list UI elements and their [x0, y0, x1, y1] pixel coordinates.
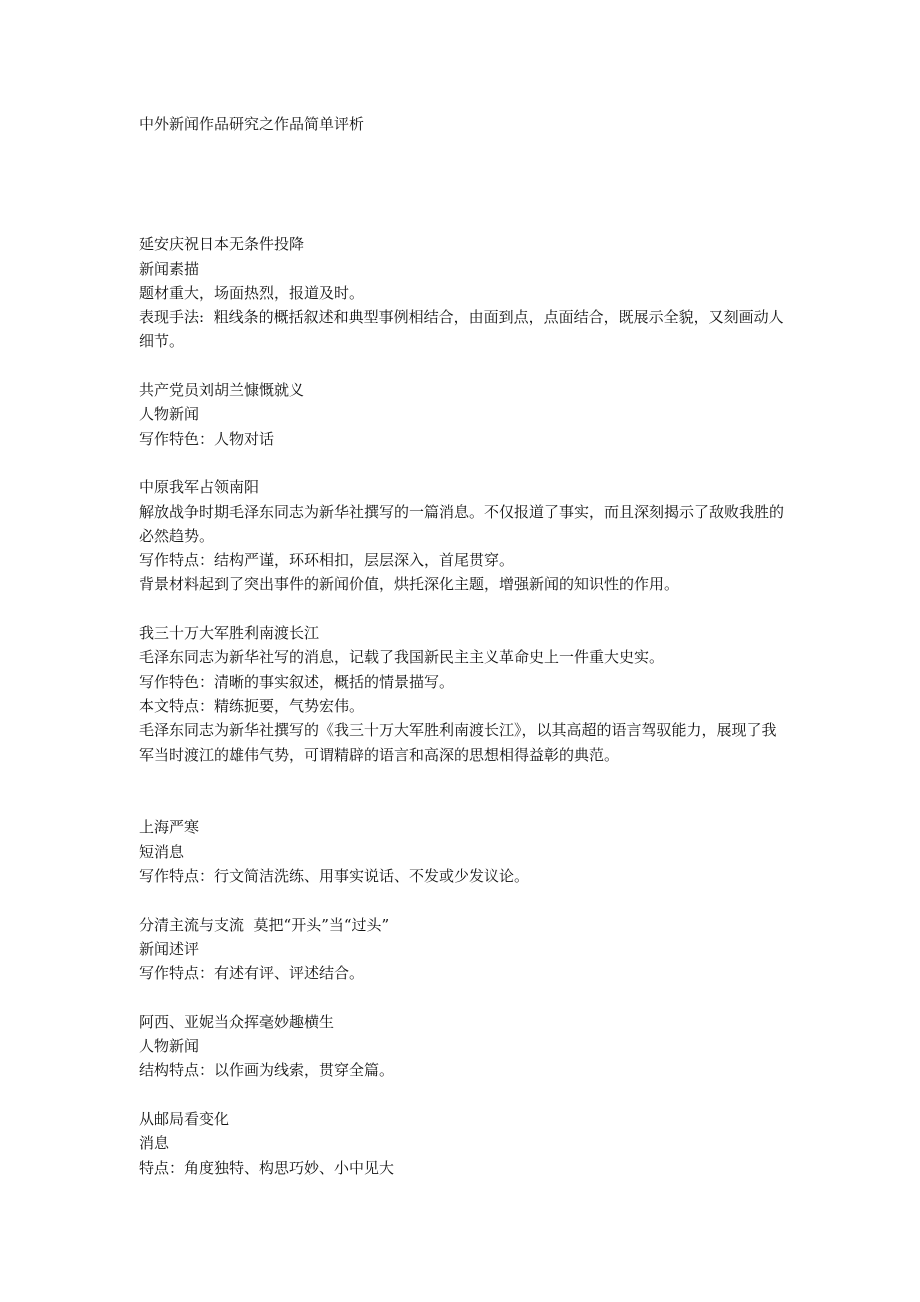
section-shanghai-cold — [139, 815, 784, 888]
section-line: 消息 — [139, 1134, 170, 1153]
section-line: 新闻素描 — [139, 259, 200, 278]
section-heading: 分清主流与支流 莫把“开头”当“过头” — [139, 915, 390, 934]
section-line: 特点：角度独特、构思巧妙、小中见大 — [139, 1158, 395, 1177]
section-line: 毛泽东同志为新华社撰写的《我三十万大军胜利南渡长江》，以其高超的语言驾驭能力，展现了我军当时渡江的雄伟气势，可谓精辟的语言和高深的思想相得益彰的典范。 — [139, 721, 777, 764]
section-yanan — [139, 232, 784, 353]
section-line: 写作特点：行文简洁洗练、用事实说话、不发或少发议论。 — [139, 867, 530, 886]
section-post-office — [139, 1107, 784, 1180]
section-line: 短消息 — [139, 842, 185, 861]
section-yangtze — [139, 621, 784, 767]
section-liu-hulan — [139, 378, 784, 451]
section-line: 人物新闻 — [139, 1037, 200, 1056]
section-heading: 阿西、亚妮当众挥毫妙趣横生 — [139, 1012, 335, 1031]
section-heading: 从邮局看变化 — [139, 1109, 230, 1128]
section-line: 表现手法: 粗线条的概括叙述和典型事例相结合，由面到点，点面结合，既展示全貌，又刻画动人细节。 — [139, 308, 784, 351]
section-heading: 我三十万大军胜利南渡长江 — [139, 624, 320, 643]
section-axi-yani — [139, 1010, 784, 1083]
section-line: 本文特点：精练扼要，气势宏伟。 — [139, 696, 365, 715]
section-line: 解放战争时期毛泽东同志为新华社撰写的一篇消息。不仅报道了事实，而且深刻揭示了敌败我胜的必然趋势。 — [139, 502, 785, 545]
section-heading: 上海严寒 — [139, 818, 200, 837]
section-line: 新闻述评 — [139, 939, 200, 958]
section-heading: 中原我军占领南阳 — [139, 478, 260, 497]
section-line: 人物新闻 — [139, 405, 200, 424]
section-line: 写作特色：清晰的事实叙述，概括的情景描写。 — [139, 672, 455, 691]
section-line: 背景材料起到了突出事件的新闻价值，烘托深化主题，增强新闻的知识性的作用。 — [139, 575, 680, 594]
section-line: 毛泽东同志为新华社写的消息，记载了我国新民主主义革命史上一件重大史实。 — [139, 648, 665, 667]
document-page — [139, 112, 784, 1204]
section-mainstream — [139, 913, 784, 986]
section-nanyang — [139, 475, 784, 596]
section-line: 写作特点：有述有评、评述结合。 — [139, 964, 365, 983]
section-heading: 共产党员刘胡兰慷慨就义 — [139, 381, 305, 400]
section-line: 题材重大，场面热烈，报道及时。 — [139, 283, 365, 302]
section-line: 写作特点：结构严谨，环环相扣，层层深入，首尾贯穿。 — [139, 551, 515, 570]
section-heading: 延安庆祝日本无条件投降 — [139, 235, 305, 254]
section-line: 结构特点：以作画为线索，贯穿全篇。 — [139, 1061, 395, 1080]
document-title: 中外新闻作品研究之作品简单评析 — [139, 115, 365, 133]
section-line: 写作特色：人物对话 — [139, 429, 275, 448]
